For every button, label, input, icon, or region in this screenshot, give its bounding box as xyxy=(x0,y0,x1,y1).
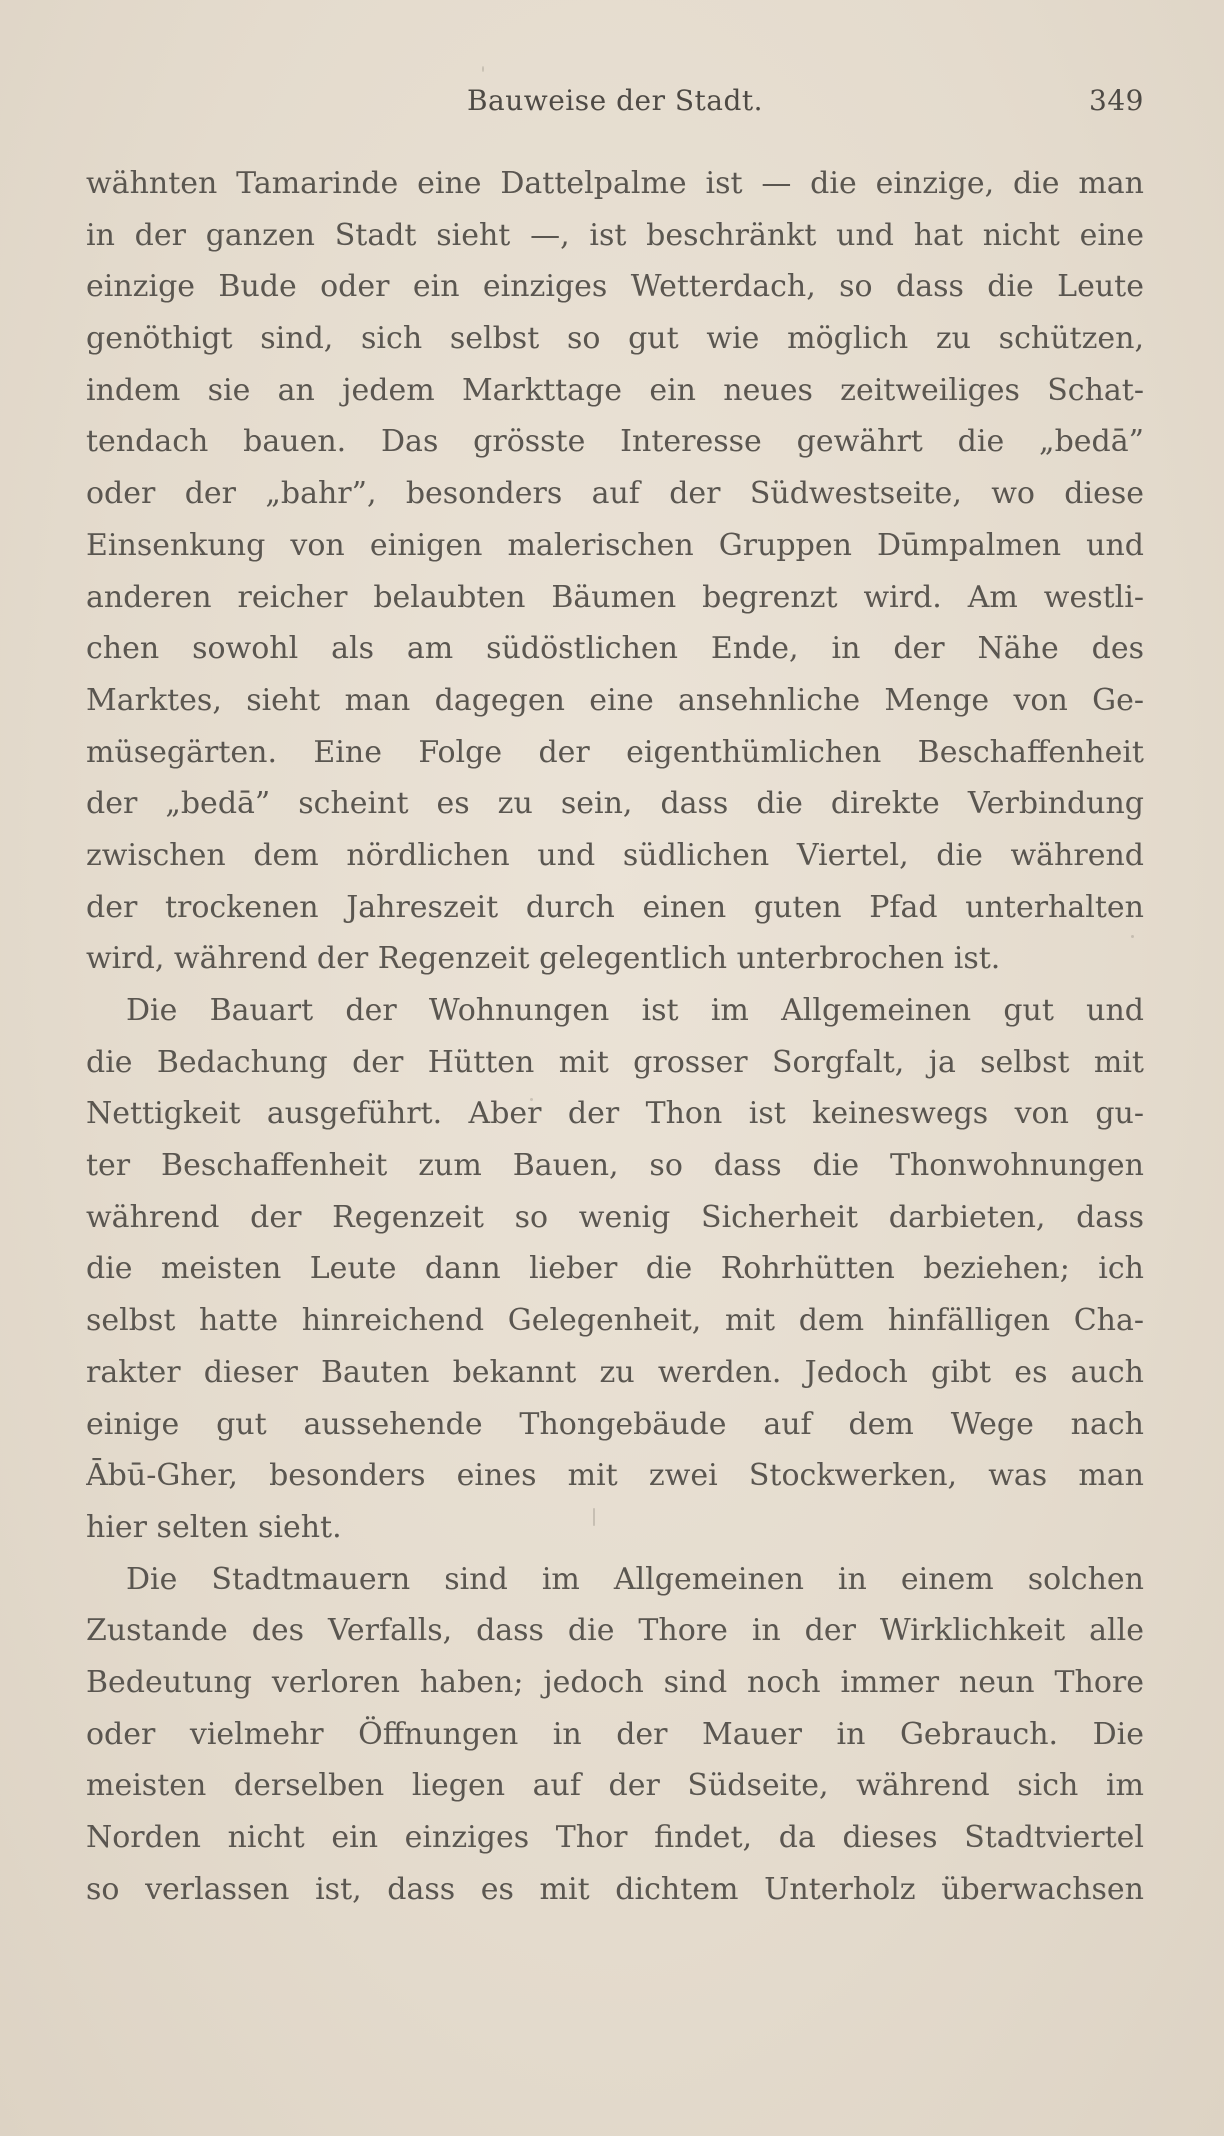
text-line: zwischen dem nördlichen und südlichen Viertel, die während xyxy=(86,837,1144,873)
paragraph-end-line: wird, während der Regenzeit gelegentlich unterbrochen ist. xyxy=(86,941,1001,977)
text-line: wähnten Tamarinde eine Dattelpalme ist — die einzige, die man xyxy=(86,166,1144,201)
text-line: in der ganzen Stadt sieht —, ist beschränkt und hat nicht eine xyxy=(86,217,1144,253)
text-line: oder der „bahr”, besonders auf der Südwestseite, wo diese xyxy=(86,476,1144,512)
text-line: einzige Bude oder ein einziges Wetterdach, so dass die Leute xyxy=(86,269,1144,305)
text-line: anderen reicher belaubten Bäumen begrenzt wird. Am westli- xyxy=(86,579,1144,615)
text-line: Einsenkung von einigen malerischen Gruppen Dūmpalmen und xyxy=(86,527,1144,563)
text-line: rakter dieser Bauten bekannt zu werden. Jedoch gibt es auch xyxy=(86,1354,1144,1390)
text-line: der „bedā” scheint es zu sein, dass die direkte Verbindung xyxy=(86,786,1144,822)
text-line: der trockenen Jahreszeit durch einen guten Pfad unterhalten xyxy=(86,889,1144,925)
text-line: genöthigt sind, sich selbst so gut wie möglich zu schützen, xyxy=(86,321,1144,357)
text-line: Ābū-Gher, besonders eines mit zwei Stockwerken, was man xyxy=(86,1458,1144,1494)
text-line: Bedeutung verloren haben; jedoch sind noch immer neun Thore xyxy=(86,1664,1144,1700)
text-line: tendach bauen. Das grösste Interesse gewährt die „bedā” xyxy=(86,424,1144,460)
text-line: die meisten Leute dann lieber die Rohrhütten beziehen; ich xyxy=(86,1251,1144,1287)
paper-speck xyxy=(1131,935,1134,938)
paper-speck xyxy=(530,1098,533,1101)
page-number: 349 xyxy=(1089,84,1144,117)
paragraph-end-line: hier selten sieht. xyxy=(86,1509,342,1545)
text-line: meisten derselben liegen auf der Südseite, während sich im xyxy=(86,1768,1144,1804)
text-line: chen sowohl als am südöstlichen Ende, in der Nähe des xyxy=(86,631,1144,667)
text-line: oder vielmehr Öffnungen in der Mauer in Gebrauch. Die xyxy=(86,1716,1144,1752)
text-line: Marktes, sieht man dagegen eine ansehnliche Menge von Ge- xyxy=(86,682,1144,718)
paragraph-start-line: Die Bauart der Wohnungen ist im Allgemeinen gut und xyxy=(126,993,1144,1028)
paragraph-start-line: Die Stadtmauern sind im Allgemeinen in einem solchen xyxy=(126,1561,1144,1597)
text-line: ter Beschaffenheit zum Bauen, so dass die Thonwohnungen xyxy=(86,1148,1144,1184)
running-title: Bauweise der Stadt. xyxy=(466,84,764,117)
paper-speck xyxy=(593,1508,595,1526)
text-line: Zustande des Verfalls, dass die Thore in der Wirklichkeit alle xyxy=(86,1613,1144,1649)
text-line: Norden nicht ein einziges Thor findet, da dieses Stadtviertel xyxy=(86,1820,1144,1855)
text-line: während der Regenzeit so wenig Sicherheit darbieten, dass xyxy=(86,1199,1144,1235)
text-line: müsegärten. Eine Folge der eigenthümlichen Beschaffenheit xyxy=(86,734,1144,770)
text-line: die Bedachung der Hütten mit grosser Sorgfalt, ja selbst mit xyxy=(86,1044,1144,1080)
body-text xyxy=(86,158,1144,1915)
paper-speck xyxy=(482,66,484,72)
text-line: indem sie an jedem Markttage ein neues zeitweiliges Schat- xyxy=(86,372,1144,408)
text-line: so verlassen ist, dass es mit dichtem Unterholz überwachsen xyxy=(86,1871,1144,1907)
running-head xyxy=(86,84,1144,124)
text-line: einige gut aussehende Thongebäude auf dem Wege nach xyxy=(86,1406,1144,1442)
text-line: selbst hatte hinreichend Gelegenheit, mit dem hinfälligen Cha- xyxy=(86,1303,1144,1339)
text-line: Nettigkeit ausgeführt. Aber der Thon ist keineswegs von gu- xyxy=(86,1096,1144,1132)
